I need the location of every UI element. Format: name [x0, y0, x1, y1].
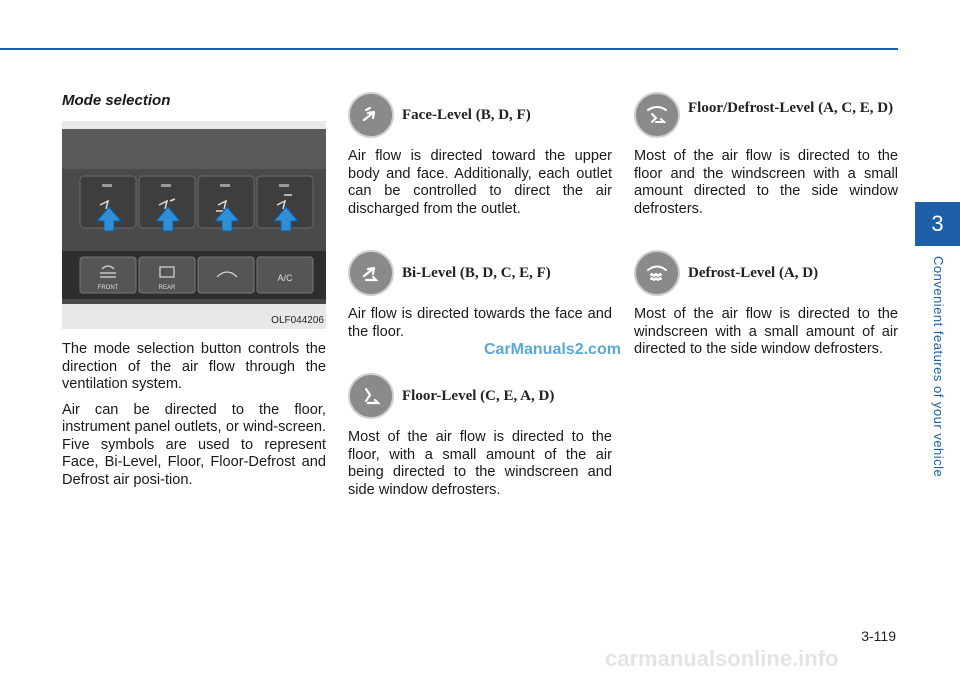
mode-face-level: [348, 92, 612, 218]
mode-description: Air flow is directed toward the upper body and face. Additionally, each outlet can be controlled to direct the air discharged from the outlet.: [348, 148, 612, 217]
mode-title: Defrost-Level (A, D): [688, 264, 819, 281]
mode-title: Floor/Defrost-Level (A, C, E, D): [688, 99, 894, 116]
column-mode-selection: [62, 88, 326, 497]
footer-watermark: carmanualsonline.info: [605, 646, 839, 671]
section-heading: Mode selection: [62, 92, 171, 109]
watermark: CarManuals2.com: [484, 341, 621, 358]
rear-button-label: REAR: [158, 285, 176, 291]
header-rule: [0, 48, 898, 50]
figure-id: OLF044206: [271, 315, 324, 326]
column-modes-b: [634, 92, 898, 391]
mode-title: Floor-Level (C, E, A, D): [402, 387, 555, 404]
chapter-title: Convenient features of your vehicle: [931, 256, 946, 478]
face-level-icon: [348, 92, 394, 138]
paragraph: Air can be directed to the floor, instrument panel outlets, or wind-screen. Five symbols are used to represent Face, Bi-Level, Floor, Floor-Defrost and Defrost air posi-tion.: [62, 401, 326, 488]
floor-defrost-icon: [634, 92, 680, 138]
mode-title: Bi-Level (B, D, C, E, F): [402, 264, 551, 281]
paragraph: The mode selection button controls the direction of the air flow through the ventilation system.: [62, 341, 326, 392]
ac-button-label: A/C: [277, 273, 293, 283]
control-panel-figure: [62, 121, 326, 329]
mode-bi-level: [348, 250, 612, 341]
mode-title: Face-Level (B, D, F): [402, 106, 531, 123]
mode-floor-defrost: [634, 92, 898, 218]
mode-defrost-level: [634, 250, 898, 359]
mode-description: Most of the air flow is directed to the windscreen with a small amount of air directed to the side window defrosters.: [634, 306, 898, 357]
page-number: 3-119: [861, 628, 896, 644]
bi-level-icon: [348, 250, 394, 296]
chapter-number-tab: 3: [915, 202, 960, 246]
defrost-level-icon: [634, 250, 680, 296]
control-panel-illustration: [62, 121, 326, 329]
mode-description: Most of the air flow is directed to the floor and the windscreen with a small amount directed to the side window defrosters.: [634, 148, 898, 217]
mode-floor-level: [348, 373, 612, 499]
column-modes-a: [348, 92, 612, 531]
front-button-label: FRONT: [97, 285, 119, 291]
mode-description: Most of the air flow is directed to the floor, with a small amount of the air being directed to the windscreen and side window defrosters.: [348, 429, 612, 498]
mode-description: Air flow is directed towards the face and the floor.: [348, 306, 612, 340]
floor-level-icon: [348, 373, 394, 419]
